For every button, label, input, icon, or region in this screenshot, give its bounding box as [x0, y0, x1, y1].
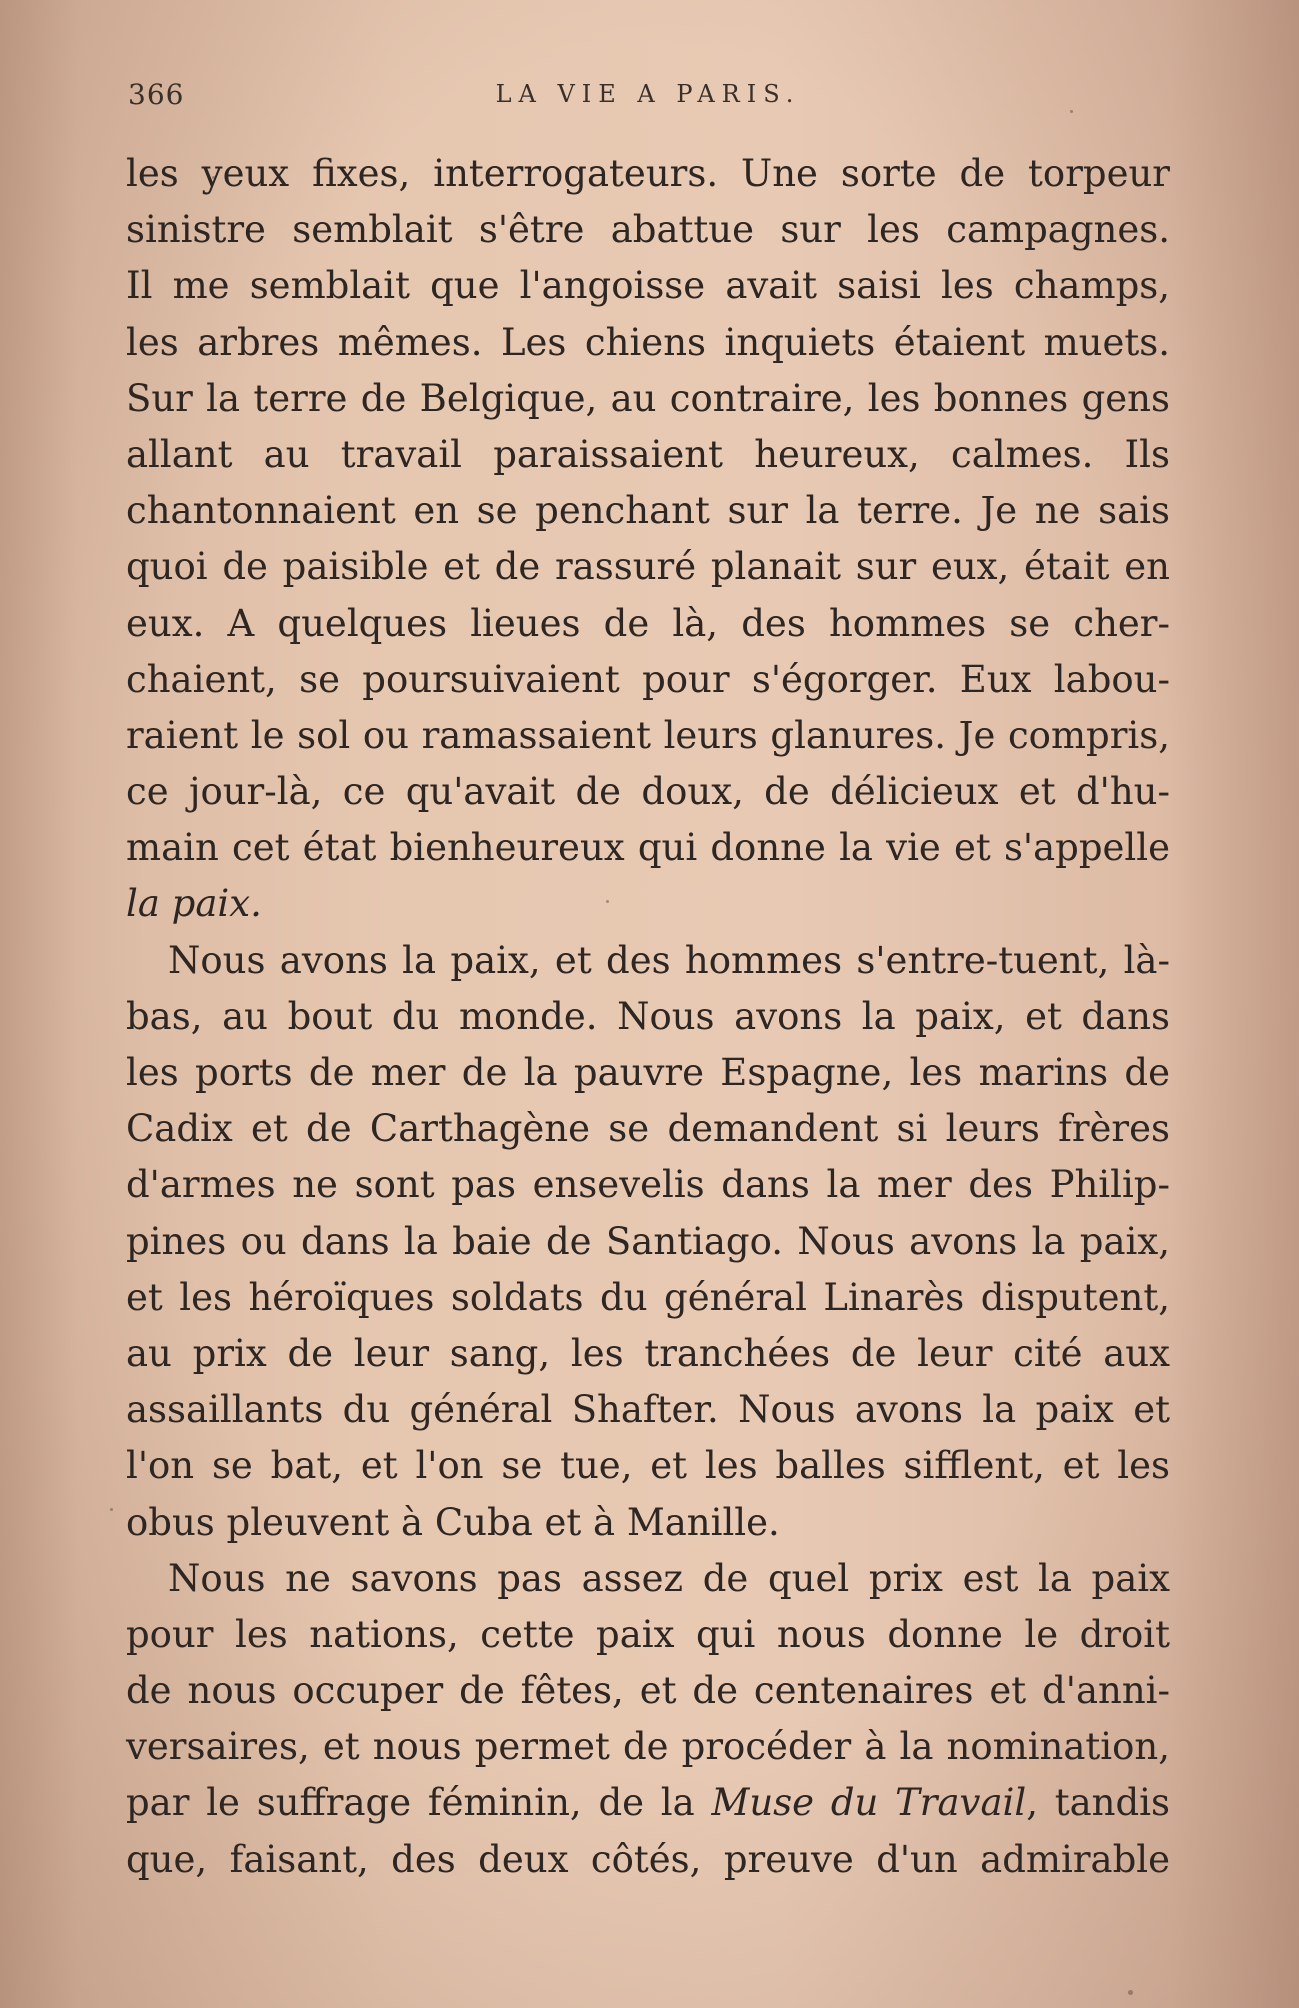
text-line: allant au travail paraissaient heureux, calmes. Ils — [126, 432, 1170, 476]
text-line: chantonnaient en se penchant sur la terre. Je ne sais — [126, 489, 1170, 533]
text-line: chaient, se poursuivaient pour s'égorger. Eux labou- — [126, 657, 1170, 701]
text-line: main cet état bienheureux qui donne la vie et s'appelle — [126, 826, 1170, 870]
ink-speck — [110, 1508, 113, 1511]
text-line: bas, au bout du monde. Nous avons la paix, et dans — [126, 994, 1170, 1038]
text-line: au prix de leur sang, les tranchées de leur cité aux — [126, 1331, 1170, 1375]
text-line: de nous occuper de fêtes, et de centenaires et d'anni- — [126, 1669, 1170, 1713]
text-line: Cadix et de Carthagène se demandent si leurs frères — [126, 1107, 1170, 1151]
text-line: eux. A quelques lieues de là, des hommes se cher- — [126, 601, 1170, 645]
text-line: quoi de paisible et de rassuré planait sur eux, était en — [126, 545, 1170, 589]
text-line: pines ou dans la baie de Santiago. Nous avons la paix, — [126, 1219, 1170, 1263]
text-line-italic: la paix. — [126, 882, 262, 926]
text-run: par le suffrage féminin, de la — [126, 1781, 712, 1825]
page-number: 366 — [128, 78, 185, 111]
text-line: versaires, et nous permet de procéder à la nomination, — [126, 1725, 1170, 1769]
text-line: que, faisant, des deux côtés, preuve d'un admirable — [126, 1837, 1170, 1881]
text-line: ce jour-là, ce qu'avait de doux, de délicieux et d'hu- — [126, 770, 1170, 814]
text-line: les yeux fixes, interrogateurs. Une sorte de torpeur — [126, 152, 1170, 195]
text-line: les ports de mer de la pauvre Espagne, les marins de — [126, 1051, 1170, 1094]
running-head: LA VIE A PARIS. — [495, 80, 801, 108]
paragraph-first-line: Nous avons la paix, et des hommes s'entre-tuent, là- — [168, 938, 1170, 982]
paragraph-first-line: Nous ne savons pas assez de quel prix est la paix — [168, 1556, 1170, 1600]
text-line-mixed — [126, 1775, 1170, 1831]
text-line: assaillants du général Shafter. Nous avons la paix et — [126, 1388, 1170, 1432]
text-line: Il me semblait que l'angoisse avait saisi les champs, — [126, 264, 1170, 308]
italic-title: Muse du Travail — [711, 1781, 1027, 1825]
body-text — [126, 146, 1170, 1888]
text-line: Sur la terre de Belgique, au contraire, les bonnes gens — [126, 376, 1170, 420]
text-line: obus pleuvent à Cuba et à Manille. — [126, 1500, 780, 1544]
text-line: et les héroïques soldats du général Linarès disputent, — [126, 1275, 1170, 1319]
text-line: d'armes ne sont pas ensevelis dans la mer des Philip- — [126, 1163, 1170, 1207]
text-line: les arbres mêmes. Les chiens inquiets étaient muets. — [126, 320, 1170, 364]
text-line: pour les nations, cette paix qui nous donne le droit — [126, 1612, 1170, 1656]
text-line: sinistre semblait s'être abattue sur les campagnes. — [126, 208, 1170, 252]
text-run: , tandis — [1026, 1781, 1170, 1825]
text-line: l'on se bat, et l'on se tue, et les balles sifflent, et les — [126, 1444, 1170, 1488]
ink-speck — [1128, 1990, 1133, 1995]
text-line: raient le sol ou ramassaient leurs glanures. Je compris, — [126, 713, 1170, 757]
page-header — [128, 78, 1168, 128]
